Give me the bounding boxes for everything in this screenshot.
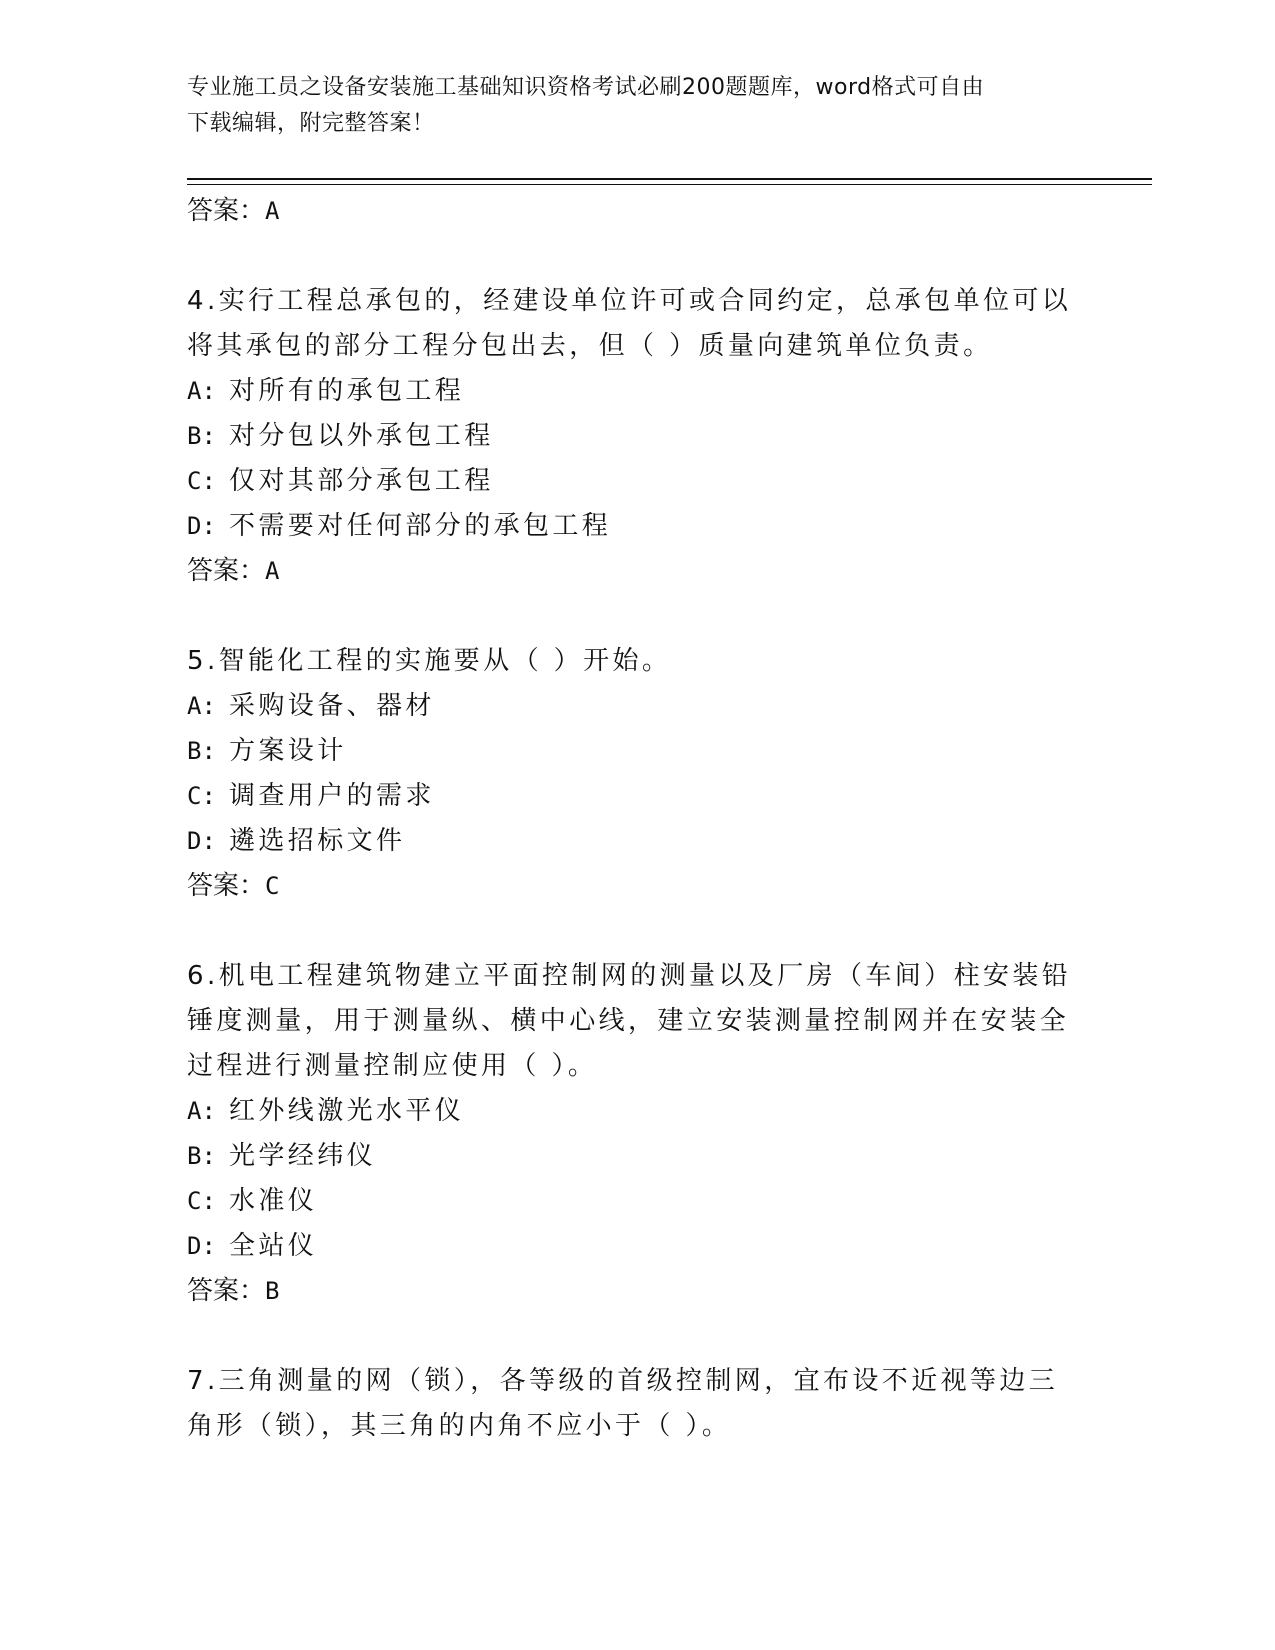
- option-key: D:: [187, 1232, 216, 1260]
- option-item: [187, 729, 1087, 774]
- question-block: [187, 1359, 1087, 1449]
- question-text-line: 7.三角测量的网（锁），各等级的首级控制网，宜布设不近视等边三: [187, 1366, 1059, 1396]
- header-line-1: 专业施工员之设备安装施工基础知识资格考试必刷200题题库，word格式可自由: [187, 75, 985, 100]
- answer-label: 答案：: [187, 196, 266, 226]
- option-key: C:: [187, 467, 216, 495]
- question-answer: [187, 864, 1087, 908]
- question-text-line: 6.机电工程建筑物建立平面控制网的测量以及厂房（车间）柱安装铅: [187, 961, 1072, 991]
- option-key: C:: [187, 1187, 216, 1215]
- question-text-line: 将其承包的部分工程分包出去，但（ ）质量向建筑单位负责。: [187, 331, 993, 361]
- option-item: [187, 684, 1087, 729]
- question-text-line: 4.实行工程总承包的，经建设单位许可或合同约定，总承包单位可以: [187, 286, 1072, 316]
- option-text: 仅对其部分承包工程: [229, 466, 494, 496]
- option-text: 全站仪: [229, 1231, 318, 1261]
- question-block: [187, 279, 1087, 593]
- previous-answer: [187, 189, 1087, 233]
- option-item: [187, 369, 1087, 414]
- answer-value: A: [265, 557, 280, 585]
- answer-value: C: [265, 872, 280, 900]
- option-text: 遴选招标文件: [229, 826, 406, 856]
- question-answer: [187, 549, 1087, 593]
- option-item: [187, 1134, 1087, 1179]
- option-key: D:: [187, 827, 216, 855]
- option-text: 对所有的承包工程: [229, 376, 465, 406]
- option-key: C:: [187, 782, 216, 810]
- answer-label: 答案：: [187, 871, 266, 901]
- question-text-line: 角形（锁），其三角的内角不应小于（ ）。: [187, 1411, 732, 1441]
- question-answer: [187, 1269, 1087, 1313]
- option-key: B:: [187, 1142, 216, 1170]
- option-key: D:: [187, 512, 216, 540]
- header-line-2: 下载编辑，附完整答案！: [187, 111, 435, 136]
- question-text-line: 锤度测量，用于测量纵、横中心线，建立安装测量控制网并在安装全: [187, 1006, 1070, 1036]
- option-text: 光学经纬仪: [229, 1141, 377, 1171]
- option-text: 调查用户的需求: [229, 781, 435, 811]
- option-key: A:: [187, 692, 216, 720]
- option-key: B:: [187, 737, 216, 765]
- option-text: 方案设计: [229, 736, 347, 766]
- option-text: 对分包以外承包工程: [229, 421, 494, 451]
- question-text-line: 5.智能化工程的实施要从（ ）开始。: [187, 646, 672, 676]
- answer-label: 答案：: [187, 556, 266, 586]
- option-item: [187, 1179, 1087, 1224]
- option-item: [187, 459, 1087, 504]
- question-text-line: 过程进行测量控制应使用（ ）。: [187, 1051, 598, 1081]
- option-text: 红外线激光水平仪: [229, 1096, 465, 1126]
- option-key: A:: [187, 377, 216, 405]
- option-text: 不需要对任何部分的承包工程: [229, 511, 612, 541]
- page-header: [187, 70, 1067, 142]
- option-item: [187, 1089, 1087, 1134]
- question-block: [187, 954, 1087, 1313]
- answer-value: A: [265, 197, 280, 225]
- header-rule-thick: [187, 178, 1152, 180]
- option-text: 采购设备、器材: [229, 691, 435, 721]
- option-item: [187, 504, 1087, 549]
- option-text: 水准仪: [229, 1186, 318, 1216]
- header-rule-thin: [187, 184, 1152, 185]
- option-key: A:: [187, 1097, 216, 1125]
- option-item: [187, 414, 1087, 459]
- option-item: [187, 774, 1087, 819]
- option-key: B:: [187, 422, 216, 450]
- option-item: [187, 1224, 1087, 1269]
- option-item: [187, 819, 1087, 864]
- answer-value: B: [265, 1277, 280, 1305]
- answer-label: 答案：: [187, 1276, 266, 1306]
- question-block: [187, 639, 1087, 908]
- question-list: [187, 189, 1087, 1449]
